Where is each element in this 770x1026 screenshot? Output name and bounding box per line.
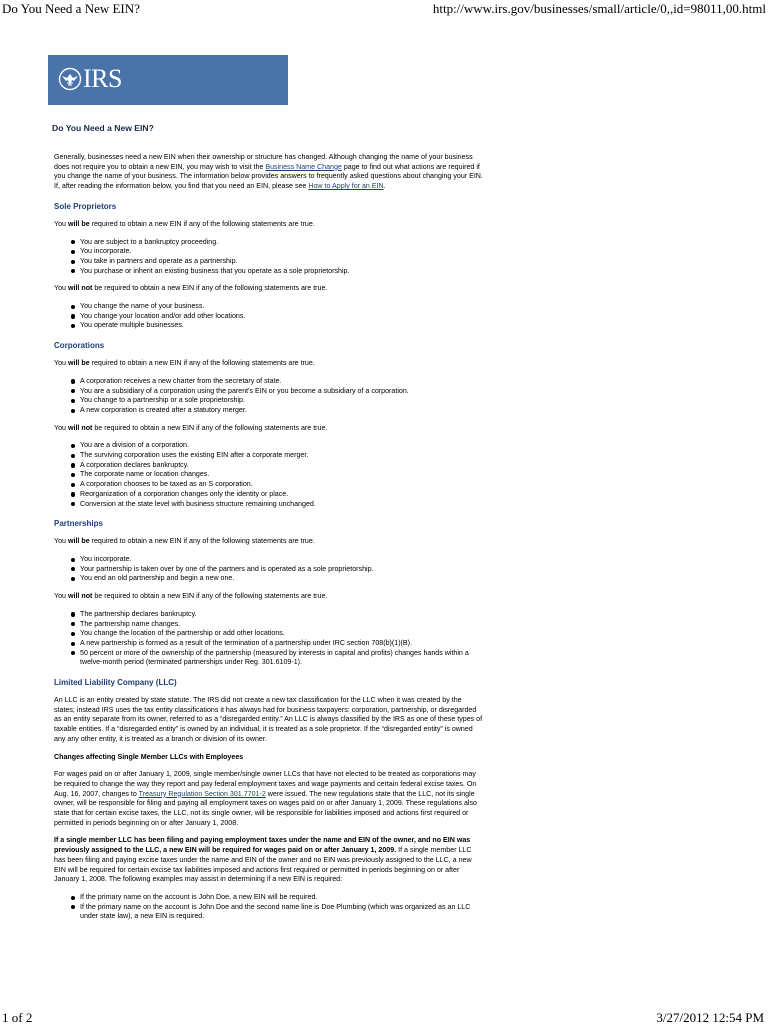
llc-changes-paragraph	[54, 770, 484, 828]
section-heading-sole-proprietors: Sole Proprietors	[54, 201, 117, 211]
section-heading-partnerships: Partnerships	[54, 519, 103, 529]
list-item: A corporation receives a new charter from the secretary of state.	[80, 377, 484, 387]
list-item: The surviving corporation uses the existing EIN after a corporate merger.	[80, 451, 484, 461]
will-not-statement	[54, 592, 484, 602]
statement-emphasis: will be	[67, 219, 90, 228]
list-item: A new partnership is formed as a result of the termination of a partnership under IRC section 708(b)(1)(B).	[80, 639, 484, 649]
paragraph-emphasis: If a single member LLC has been filing and paying employment taxes under the name and EIN of the owner, and no EIN was previously assigned to the LLC, a new EIN will be required for wages paid on or after January 1, 2009.	[54, 836, 471, 855]
article-content	[54, 122, 484, 922]
list-item: If the primary name on the account is John Doe, a new EIN will be required.	[80, 893, 484, 903]
irs-banner[interactable]	[48, 55, 288, 105]
list-item: You change the location of the partnership or add other locations.	[80, 629, 484, 639]
statement-emphasis: will not	[67, 284, 93, 293]
list-item: You end an old partnership and begin a new one.	[80, 574, 484, 584]
llc-subheading: Changes affecting Single Member LLCs with Employees	[54, 752, 244, 761]
will-not-statement	[54, 424, 484, 434]
irs-logo-text: IRS	[83, 64, 122, 93]
statement-text: be required to obtain a new EIN if any of the following statements are true.	[92, 423, 328, 432]
statement-text: required to obtain a new EIN if any of the following statements are true.	[89, 359, 315, 368]
will-not-statement	[54, 284, 484, 294]
statement-text: be required to obtain a new EIN if any of the following statements are true.	[92, 284, 328, 293]
intro-text: .	[383, 182, 386, 191]
section-heading-corporations: Corporations	[54, 341, 105, 351]
corporations-no-list	[54, 441, 484, 509]
intro-text: page to find out what actions are required if you change the name of your business. The information below provides answers to frequently asked questions about changing your EIN. If, after reading the information below, you find that you need an EIN, please see	[54, 162, 483, 191]
list-item: You are a division of a corporation.	[80, 441, 484, 451]
statement-text: required to obtain a new EIN if any of the following statements are true.	[89, 537, 315, 546]
will-be-statement	[54, 220, 484, 230]
list-item: Your partnership is taken over by one of the partners and is operated as a sole proprietorship.	[80, 565, 484, 575]
list-item: You are a subsidiary of a corporation using the parent's EIN or you become a subsidiary of a corporation.	[80, 387, 484, 397]
statement-text: You	[54, 219, 68, 228]
list-item: Reorganization of a corporation changes only the identity or place.	[80, 490, 484, 500]
statement-text: You	[54, 284, 68, 293]
list-item: You change your location and/or add other locations.	[80, 312, 484, 322]
treasury-regulation-link[interactable]: Treasury Regulation Section 301.7701-2	[138, 789, 266, 798]
will-be-statement	[54, 359, 484, 369]
section-heading-llc: Limited Liability Company (LLC)	[54, 678, 177, 688]
sole-proprietors-no-list	[54, 302, 484, 331]
partnerships-no-list	[54, 610, 484, 668]
list-item: You incorporate.	[80, 247, 484, 257]
list-item: A corporation declares bankruptcy.	[80, 461, 484, 471]
sole-proprietors-yes-list	[54, 238, 484, 277]
how-to-apply-link[interactable]: How to Apply for an EIN	[308, 182, 384, 191]
business-name-change-link[interactable]: Business Name Change	[265, 162, 342, 171]
paragraph-text: If a single member LLC has been filing and paying excise taxes under the name and EIN of the owner and no EIN was previously assigned to the LLC, a new EIN will be required for certain excise tax liabilities imposed and actions first required or permitted in periods beginning on or after January 1, 2008. The following examples may assist in determining if a new EIN is required:	[54, 846, 472, 884]
statement-emphasis: will be	[67, 359, 90, 368]
list-item: 50 percent or more of the ownership of the partnership (measured by interests in capital and profits) changes hands within a twelve-month period (terminated partnerships under Reg. 301.6109-1).	[80, 649, 484, 668]
list-item: You incorporate.	[80, 555, 484, 565]
intro-text: Generally, businesses need a new EIN when their ownership or structure has changed. Although changing the name of your business does not require you to obtain a new EIN, you may wish to visit the	[54, 153, 473, 171]
statement-emphasis: will be	[67, 537, 90, 546]
llc-examples-list	[54, 893, 484, 922]
statement-text: required to obtain a new EIN if any of the following statements are true.	[89, 219, 315, 228]
intro-paragraph	[54, 153, 484, 192]
corporations-yes-list	[54, 377, 484, 416]
print-header	[0, 1, 770, 17]
list-item: The partnership declares bankruptcy.	[80, 610, 484, 620]
statement-emphasis: will not	[67, 423, 93, 432]
paragraph-text: For wages paid on or after January 1, 2009, single member/single owner LLCs that have not elected to be treated as corporations may be required to change the way they report and pay federal employment taxes and wage payments and certain federal excise taxes. On Aug. 16, 2007, changes to	[54, 770, 477, 798]
paragraph-text: were issued. The new regulations state that the LLC, not its single owner, will be responsible for filing and paying all employment taxes on wages paid on or after January 1, 2009. These regulations also state that for certain excise taxes, the LLC, not its single owner, will be responsible for liabilities imposed and actions first required or permitted in periods beginning on or after January 1, 2008.	[54, 789, 477, 827]
statement-text: You	[54, 423, 68, 432]
list-item: You take in partners and operate as a partnership.	[80, 257, 484, 267]
print-footer-datetime: 3/27/2012 12:54 PM	[656, 1010, 764, 1025]
print-footer-page: 1 of 2	[2, 1010, 33, 1025]
statement-text: You	[54, 592, 68, 601]
irs-logo[interactable]	[58, 66, 122, 92]
list-item: The corporate name or location changes.	[80, 470, 484, 480]
llc-paragraph: An LLC is an entity created by state statute. The IRS did not create a new tax classification for the LLC when it was created by the states; instead IRS uses the tax entity classifications it has always had for business taxpayers: corporation, partnership, or disregarded as an entity separate from its owner, referred to as a “disregarded entity.” An LLC is always classified by the IRS as one of these types of taxable entities. If a “disregarded entity” is owned by an individual, it is treated as a sole proprietor. If the “disregarded entity” is owned any any other entity, it is treated as a branch or division of its owner.	[54, 696, 483, 743]
partnerships-yes-list	[54, 555, 484, 584]
print-header-title: Do You Need a New EIN?	[2, 1, 140, 16]
statement-emphasis: will not	[67, 592, 93, 601]
list-item: If the primary name on the account is John Doe and the second name line is Doe Plumbing (which was organized as an LLC under state law), a new EIN is required.	[80, 903, 484, 922]
list-item: You operate multiple businesses.	[80, 321, 484, 331]
list-item: You change to a partnership or a sole proprietorship.	[80, 396, 484, 406]
print-header-url: http://www.irs.gov/businesses/small/article/0,,id=98011,00.html	[432, 1, 766, 16]
list-item: You purchase or inherit an existing business that you operate as a sole proprietorship.	[80, 267, 484, 277]
page-title: Do You Need a New EIN?	[52, 123, 154, 133]
llc-ein-paragraph	[54, 836, 484, 885]
will-be-statement	[54, 537, 484, 547]
statement-text: You	[54, 537, 68, 546]
statement-text: You	[54, 359, 68, 368]
list-item: The partnership name changes.	[80, 620, 484, 630]
list-item: You change the name of your business.	[80, 302, 484, 312]
list-item: A new corporation is created after a statutory merger.	[80, 406, 484, 416]
statement-text: be required to obtain a new EIN if any of the following statements are true.	[92, 592, 328, 601]
irs-eagle-icon	[58, 67, 82, 91]
list-item: A corporation chooses to be taxed as an S corporation.	[80, 480, 484, 490]
list-item: Conversion at the state level with business structure remaining unchanged.	[80, 500, 484, 510]
list-item: You are subject to a bankruptcy proceeding.	[80, 238, 484, 248]
